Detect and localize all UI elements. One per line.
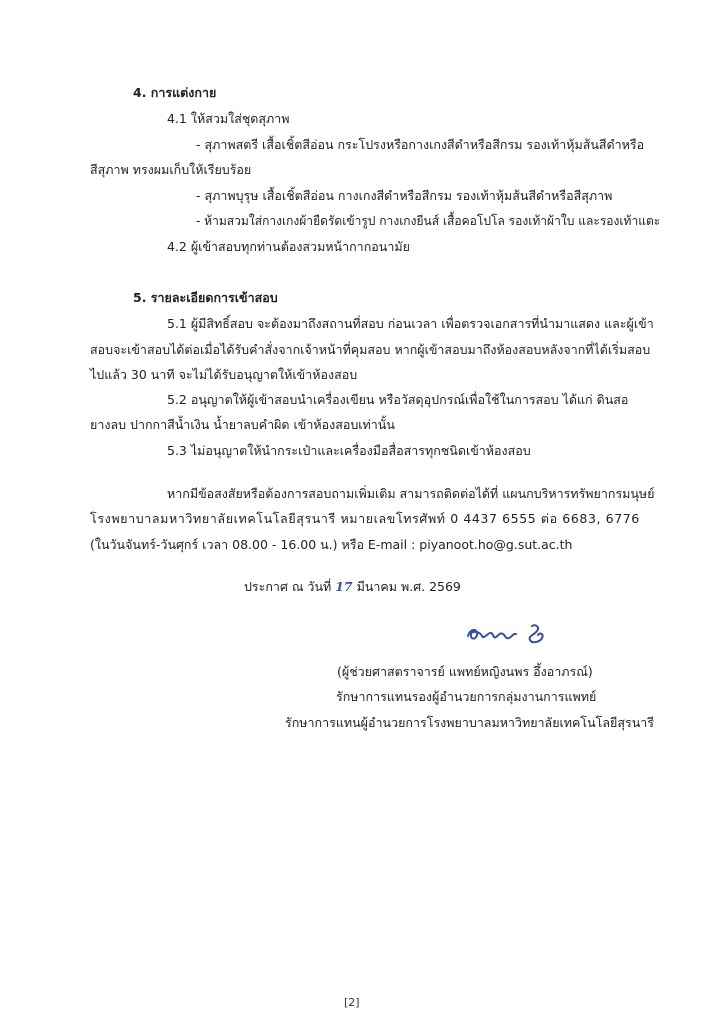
- announcement-day: 17: [335, 579, 353, 594]
- announcement-date: [244, 578, 461, 596]
- contact-line-2: โรงพยาบาลมหาวิทยาลัยเทคโนโลยีสุรนารี หมายเลขโทรศัพท์ 0 4437 6555 ต่อ 6683, 6776: [90, 511, 640, 526]
- page-number: [2]: [344, 996, 360, 1009]
- item-4-1: 4.1 ให้สวมใส่ชุดสุภาพ: [167, 111, 290, 126]
- contact-hours: (ในวันจันทร์-วันศุกร์ เวลา 08.00 - 16.00 น.) หรือ E-mail :: [90, 537, 420, 552]
- item-4-2: 4.2 ผู้เข้าสอบทุกท่านต้องสวมหน้ากากอนามัย: [167, 239, 410, 254]
- item-5-1-line-3: ไปแล้ว 30 นาที จะไม่ได้รับอนุญาตให้เข้าห้องสอบ: [90, 367, 358, 382]
- signatory-title-2: รักษาการแทนผู้อำนวยการโรงพยาบาลมหาวิทยาลัยเทคโนโลยีสุรนารี: [285, 715, 654, 730]
- handwritten-signature: [462, 618, 552, 648]
- signatory-name: (ผู้ช่วยศาสตราจารย์ แพทย์หญิงนพร อึ้งอาภรณ์): [337, 664, 593, 679]
- prohibited-dress-line: - ห้ามสวมใส่กางเกงผ้ายืดรัดเข้ารูป กางเกงยีนส์ เสื้อคอโปโล รองเท้าผ้าใบ และรองเท้าแตะ: [196, 213, 661, 228]
- item-5-1-line-2: สอบจะเข้าสอบได้ต่อเมื่อได้รับคำสั่งจากเจ้าหน้าที่คุมสอบ หากผู้เข้าสอบมาถึงห้องสอบหลังจากที่ได้เริ่มสอบ: [90, 342, 651, 357]
- female-dress-line-2: สีสุภาพ ทรงผมเก็บให้เรียบร้อย: [90, 162, 252, 177]
- section-5-heading: 5. รายละเอียดการเข้าสอบ: [133, 290, 278, 305]
- female-dress-line-1: - สุภาพสตรี เสื้อเชิ้ตสีอ่อน กระโปรงหรือกางเกงสีดำหรือสีกรม รองเท้าหุ้มส้นสีดำหรือ: [196, 137, 645, 152]
- section-4-heading: 4. การแต่งกาย: [133, 85, 217, 100]
- item-5-1-line-1: 5.1 ผู้มีสิทธิ์สอบ จะต้องมาถึงสถานที่สอบ ก่อนเวลา เพื่อตรวจเอกสารที่นำมาแสดง และผู้เข้า: [167, 316, 654, 331]
- male-dress-line: - สุภาพบุรุษ เสื้อเชิ้ตสีอ่อน กางเกงสีดำหรือสีกรม รองเท้าหุ้มส้นสีดำหรือสีสุภาพ: [196, 188, 613, 203]
- contact-line-3: [90, 536, 572, 554]
- item-5-2-line-1: 5.2 อนุญาตให้ผู้เข้าสอบนำเครื่องเขียน หรือวัสดุอุปกรณ์เพื่อใช้ในการสอบ ได้แก่ ดินสอ: [167, 392, 629, 407]
- item-5-3: 5.3 ไม่อนุญาตให้นำกระเป๋าและเครื่องมือสื่อสารทุกชนิดเข้าห้องสอบ: [167, 443, 531, 458]
- announcement-suffix: มีนาคม พ.ศ. 2569: [352, 579, 461, 594]
- item-5-2-line-2: ยางลบ ปากกาสีน้ำเงิน น้ำยาลบคำผิด เข้าห้องสอบเท่านั้น: [90, 417, 395, 432]
- contact-email: piyanoot.ho@g.sut.ac.th: [419, 537, 573, 552]
- announcement-prefix: ประกาศ ณ วันที่: [244, 579, 336, 594]
- contact-line-1: หากมีข้อสงสัยหรือต้องการสอบถามเพิ่มเติม สามารถติดต่อได้ที่ แผนกบริหารทรัพยากรมนุษย์: [167, 486, 655, 501]
- signatory-title-1: รักษาการแทนรองผู้อำนวยการกลุ่มงานการแพทย์: [336, 689, 597, 704]
